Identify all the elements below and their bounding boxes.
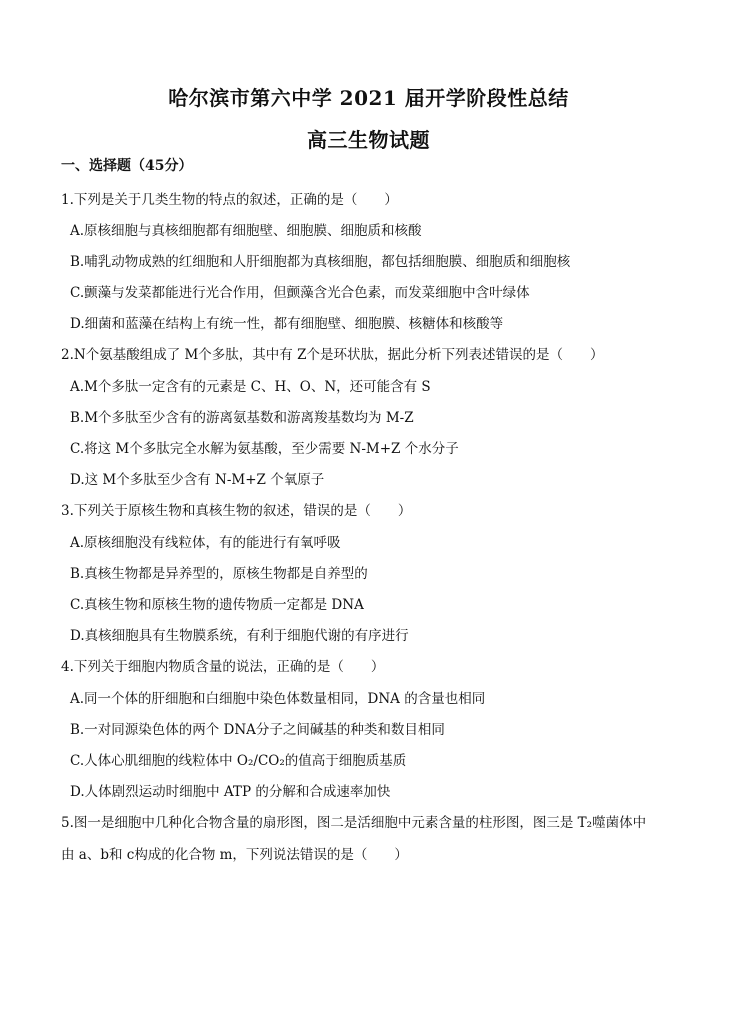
question-4: 4.下列关于细胞内物质含量的说法，正确的是（ ） bbox=[61, 659, 385, 675]
question-2-option-c: C.将这 M个多肽完全水解为氨基酸，至少需要 N-M+Z 个水分子 bbox=[70, 441, 459, 457]
question-3-option-b: B.真核生物都是异养型的，原核生物都是自养型的 bbox=[70, 566, 368, 582]
question-4-option-c: C.人体心肌细胞的线粒体中 O₂/CO₂的值高于细胞质基质 bbox=[70, 753, 407, 769]
question-1-option-c: C.颤藻与发菜都能进行光合作用，但颤藻含光合色素，而发菜细胞中含叶绿体 bbox=[70, 285, 530, 301]
question-1-option-b: B.哺乳动物成熟的红细胞和人肝细胞都为真核细胞，都包括细胞膜、细胞质和细胞核 bbox=[70, 254, 571, 270]
question-2: 2.N个氨基酸组成了 M个多肽，其中有 Z个是环状肽，据此分析下列表述错误的是（ ） bbox=[61, 347, 604, 363]
question-2-option-b: B.M个多肽至少含有的游离氨基数和游离羧基数均为 M-Z bbox=[70, 410, 414, 426]
question-2-option-a: A.M个多肽一定含有的元素是 C、H、O、N，还可能含有 S bbox=[70, 379, 431, 395]
question-5: 5.图一是细胞中几种化合物含量的扇形图，图二是活细胞中元素含量的柱形图，图三是 T₂噬菌体中 bbox=[61, 815, 647, 831]
question-4-option-a: A.同一个体的肝细胞和白细胞中染色体数量相同，DNA 的含量也相同 bbox=[70, 691, 486, 707]
question-1-option-d: D.细菌和蓝藻在结构上有统一性，都有细胞壁、细胞膜、核糖体和核酸等 bbox=[70, 316, 504, 332]
question-1: 1.下列是关于几类生物的特点的叙述，正确的是（ ） bbox=[61, 192, 398, 208]
question-3: 3.下列关于原核生物和真核生物的叙述，错误的是（ ） bbox=[61, 503, 412, 519]
question-4-option-b: B.一对同源染色体的两个 DNA分子之间碱基的种类和数目相同 bbox=[70, 722, 445, 738]
question-3-option-c: C.真核生物和原核生物的遗传物质一定都是 DNA bbox=[70, 597, 364, 613]
question-4-option-d: D.人体剧烈运动时细胞中 ATP 的分解和合成速率加快 bbox=[70, 784, 391, 800]
question-3-option-d: D.真核细胞具有生物膜系统，有利于细胞代谢的有序进行 bbox=[70, 628, 409, 644]
exam-subtitle: 高三生物试题 bbox=[307, 128, 430, 152]
question-3-option-a: A.原核细胞没有线粒体，有的能进行有氧呼吸 bbox=[70, 535, 341, 551]
question-1-option-a: A.原核细胞与真核细胞都有细胞壁、细胞膜、细胞质和核酸 bbox=[70, 223, 422, 239]
question-5-continued: 由 a、b和 c构成的化合物 m，下列说法错误的是（ ） bbox=[61, 847, 408, 863]
question-2-option-d: D.这 M个多肽至少含有 N-M+Z 个氧原子 bbox=[70, 472, 325, 488]
section-heading: 一、选择题（45分） bbox=[61, 158, 193, 174]
exam-title: 哈尔滨市第六中学 2021 届开学阶段性总结 bbox=[168, 86, 569, 110]
